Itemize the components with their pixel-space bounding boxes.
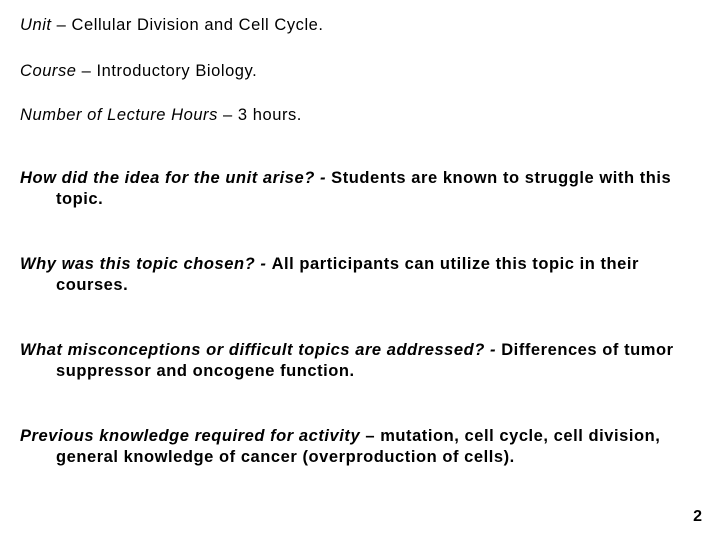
question-text: Why was this topic chosen? - — [20, 255, 272, 273]
answer-text: Differences of tumor suppressor and oncogene function. — [56, 341, 674, 380]
qa-prior-knowledge — [20, 426, 705, 468]
question-text: How did the idea for the unit arise? - — [20, 169, 332, 187]
qa-misconceptions — [20, 340, 705, 382]
unit-line — [20, 14, 705, 36]
course-line — [20, 60, 705, 82]
course-separator: – — [76, 62, 97, 80]
unit-label: Unit — [20, 16, 52, 34]
qa-separator: – — [360, 427, 381, 445]
course-value: Introductory Biology. — [96, 62, 258, 80]
answer-text: mutation, cell cycle, cell division, general knowledge of cancer (overproduction of cells). — [56, 427, 661, 466]
unit-separator: – — [51, 16, 72, 34]
qa-topic-choice — [20, 254, 705, 296]
course-label: Course — [20, 62, 77, 80]
lecture-hours-separator: – — [217, 106, 238, 124]
answer-text: All participants can utilize this topic in their courses. — [56, 255, 640, 294]
lecture-hours-line — [20, 104, 705, 126]
lecture-hours-value: 3 hours. — [237, 106, 302, 124]
qa-idea-origin — [20, 168, 705, 210]
question-text: Previous knowledge required for activity — [20, 427, 361, 445]
page-number: 2 — [693, 508, 702, 525]
answer-text: Students are known to struggle with this topic. — [56, 169, 672, 208]
unit-value: Cellular Division and Cell Cycle. — [71, 16, 324, 34]
lecture-hours-label: Number of Lecture Hours — [20, 106, 218, 124]
question-text: What misconceptions or difficult topics are addressed? - — [20, 341, 502, 359]
